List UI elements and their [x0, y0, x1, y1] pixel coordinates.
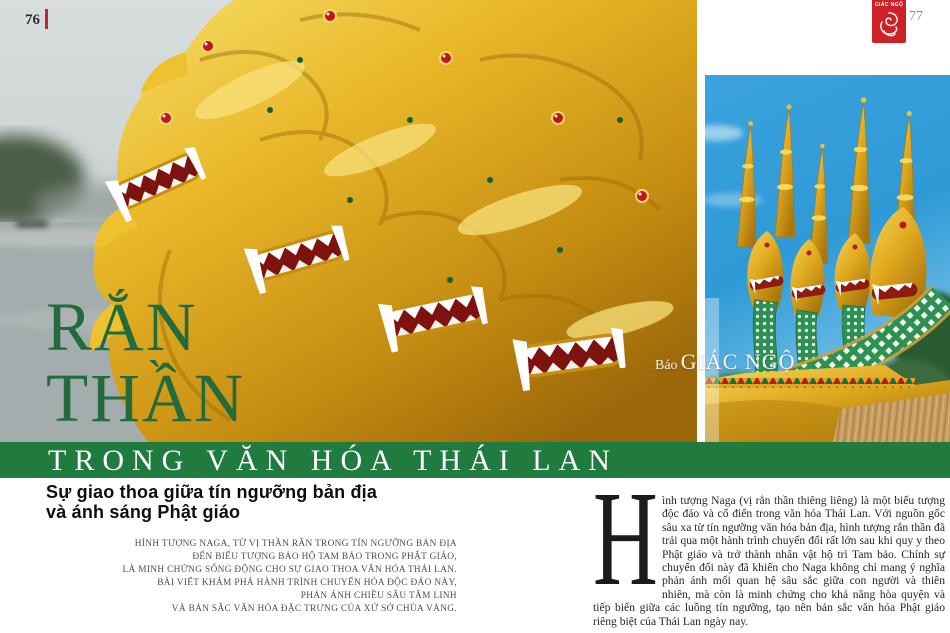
page-number-right: 77 [909, 9, 923, 24]
photo-watermark [655, 349, 796, 375]
page-number-left [25, 9, 48, 30]
logo-text: GIÁC NGỘ [874, 2, 904, 8]
title-banner [0, 442, 950, 478]
subtitle [46, 483, 377, 522]
page-marker-bar [45, 9, 48, 29]
intro-line: BÀI VIẾT KHÁM PHÁ HÀNH TRÌNH CHUYỂN HÓA ĐỘC ĐÁO NÀY, [157, 577, 457, 588]
banner-title: TRONG VĂN HÓA THÁI LAN [48, 444, 618, 477]
page-title [46, 289, 246, 436]
dragon-swirl-icon [874, 9, 904, 39]
intro-line: VÀ BẢN SẮC VĂN HÓA ĐẶC TRƯNG CỦA XỨ SỞ CHÙA VÀNG. [171, 603, 457, 614]
giac-ngo-seal-icon [872, 0, 906, 43]
intro-line: HÌNH TƯỢNG NAGA, TỪ VỊ THẦN RẮN TRONG TÍN NGƯỠNG BẢN ĐỊA [134, 539, 457, 549]
subtitle-line-2: và ánh sáng Phật giáo [46, 501, 241, 522]
intro-line: PHẢN ÁNH CHIỀU SÂU TÂM LINH [300, 590, 457, 601]
intro-line: LÀ MINH CHỨNG SỐNG ĐỘNG CHO SỰ GIAO THOA VĂN HÓA THÁI LAN. [122, 564, 457, 575]
intro-paragraph [122, 538, 457, 615]
intro-line: ĐẾN BIỂU TƯỢNG BẢO HỘ TAM BẢO TRONG PHẬT GIÁO, [192, 551, 457, 562]
drop-cap-letter: H [593, 464, 658, 614]
title-line-1: RẮN [46, 289, 198, 365]
subtitle-line-1: Sự giao thoa giữa tín ngưỡng bản địa [46, 482, 378, 502]
page-number-left-value: 76 [25, 12, 40, 28]
right-page-photo [705, 75, 950, 442]
watermark-prefix: Báo [655, 358, 678, 373]
drop-cap [593, 464, 658, 614]
body-text: ình tượng Naga (vị rắn thần thiêng liêng) là một biểu tượng độc đáo và cổ điển trong văn hóa Thái Lan. Với nguồn gốc sâu xa từ tín ngưỡng văn hóa bản địa, hình tượng rắn thần đã trải qua một hành trình chuyển đổi rất lớn sau khi quy y theo Phật giáo và trở thành nhân vật hộ trì Tam bảo. Chính sự chuyển đổi này đã khiến cho Naga không chỉ mang ý nghĩa phản ánh mối quan hệ sâu sắc giữa con người và thiên nhiên, mà còn là minh chứng cho khả năng hòa quyện và tiếp biến giữa các luồng tín ngưỡng, tạo nên bản sắc văn hóa Phật giáo riêng biệt của Thái Lan ngày nay. [593, 494, 945, 628]
article-body [593, 464, 945, 628]
watermark-main: GIÁC NGỘ [680, 349, 796, 374]
naga-statue-illustration [705, 75, 950, 442]
title-line-2: THẦN [46, 360, 246, 436]
